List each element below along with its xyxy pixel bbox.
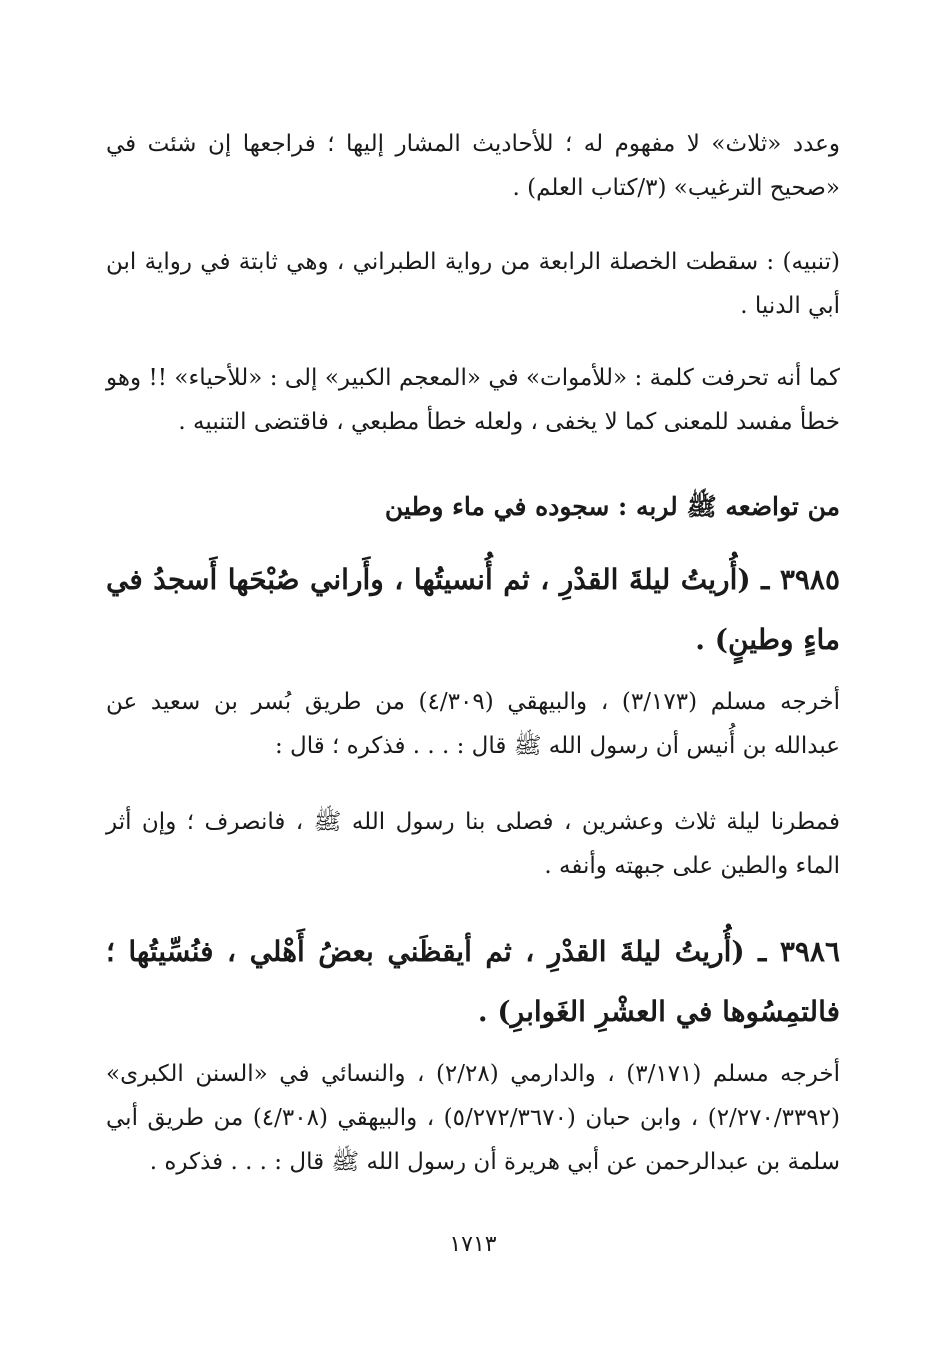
hadith-3985-takhrij: أخرجه مسلم (٣/١٧٣) ، والبيهقي (٤/٣٠٩) من طريق بُسر بن سعيد عن عبدالله بن أُنيس أن رسول الله ﷺ قال : . . . فذكره ؛ قال :	[106, 689, 840, 759]
hadith-3986-takhrij: أخرجه مسلم (٣/١٧١) ، والدارمي (٢/٢٨) ، والنسائي في «السنن الكبرى» (٢/٢٧٠/٣٣٩٢) ، وابن حبان (٥/٢٧٢/٣٦٧٠) ، والبيهقي (٤/٣٠٨) من طريق أبي سلمة بن عبدالرحمن عن أبي هريرة أن رسول الله ﷺ قال : . . . فذكره .	[106, 1061, 840, 1175]
page-number: ١٧١٣	[449, 1232, 497, 1257]
hadith-3985-quote: فمطرنا ليلة ثلاث وعشرين ، فصلى بنا رسول الله ﷺ ، فانصرف ؛ وإن أثر الماء والطين على جبهته وأنفه .	[106, 809, 840, 879]
hadith-3985-text: ٣٩٨٥ ـ (أُريتُ ليلةَ القدْرِ ، ثم أُنسيتُها ، وأَراني صُبْحَها أَسجدُ في ماءٍ وطينٍ) .	[106, 563, 840, 656]
paragraph-tanbih-note: (تنبيه) : سقطت الخصلة الرابعة من رواية الطبراني ، وهي ثابتة في رواية ابن أبي الدنيا .	[106, 249, 840, 319]
paragraph-tahrif-note: كما أنه تحرفت كلمة : «للأموات» في «المعجم الكبير» إلى : «للأحياء» !! وهو خطأ مفسد للمعنى كما لا يخفى ، ولعله خطأ مطبعي ، فاقتضى التنبيه .	[106, 365, 840, 435]
paragraph-count-note: وعدد «ثلاث» لا مفهوم له ؛ للأحاديث المشار إليها ؛ فراجعها إن شئت في «صحيح الترغيب» (٣/كتاب العلم) .	[106, 131, 840, 201]
hadith-3986-text: ٣٩٨٦ ـ (أُريتُ ليلةَ القدْرِ ، ثم أيقظَني بعضُ أَهْلي ، فنُسِّيتُها ؛ فالتمِسُوها في العشْرِ الغَوابرِ) .	[106, 935, 840, 1028]
section-heading: من تواضعه ﷺ لربه : سجوده في ماء وطين	[384, 492, 840, 521]
